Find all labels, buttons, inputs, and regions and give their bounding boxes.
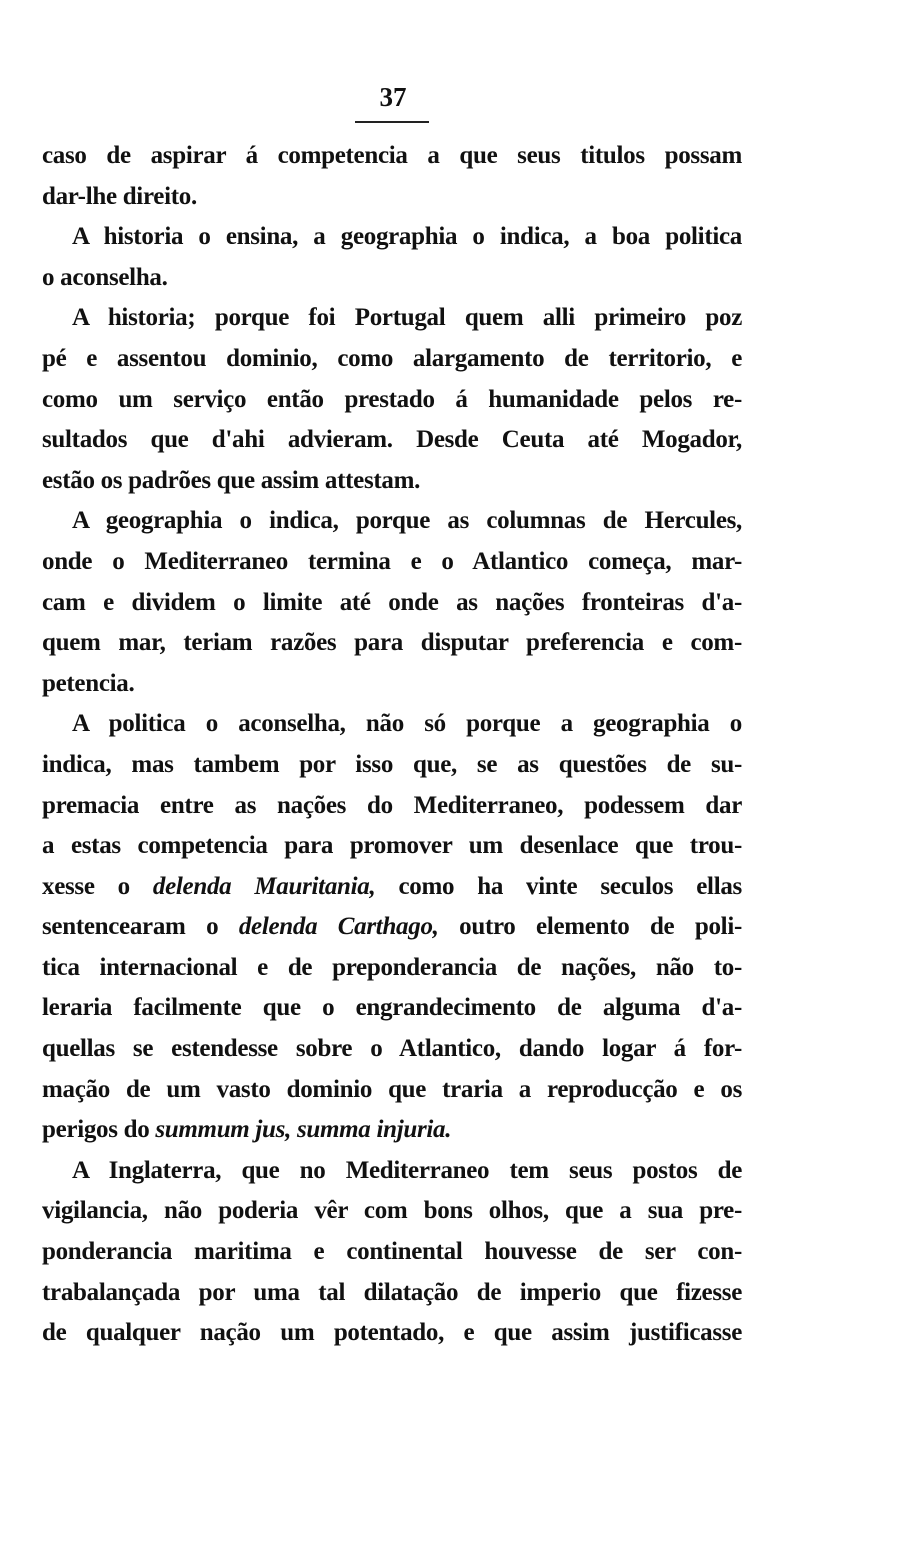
text-run: tica internacional e de preponderancia de nações, não to- [42,953,742,981]
text-run: A geographia o indica, porque as columnas de Hercules, [72,507,742,535]
text-line [42,258,742,299]
text-line [42,1110,742,1151]
text-line [42,907,742,948]
text-line [42,786,742,827]
body-text [42,136,742,1354]
text-line [42,217,742,258]
paragraph [42,298,742,501]
paragraph [42,1151,742,1354]
text-line [42,1232,742,1273]
text-line [42,542,742,583]
text-run: o aconselha. [42,263,168,291]
text-run: como ha vinte seculos ellas [375,872,742,900]
text-run: leraria facilmente que o engrandecimento de alguma d'a- [42,994,742,1022]
text-run: estão os padrões que assim attestam. [42,466,421,494]
text-line [42,988,742,1029]
text-line [42,664,742,705]
text-run: vigilancia, não poderia vêr com bons olhos, que a sua pre- [42,1197,742,1225]
text-line [42,1191,742,1232]
text-line [42,501,742,542]
text-line [42,177,742,218]
text-run: A politica o aconselha, não só porque a geographia o [72,710,742,738]
text-run: mação de um vasto dominio que traria a reproducção e os [42,1075,742,1103]
text-line [42,420,742,461]
italic-text: delenda Carthago, [238,913,439,941]
text-run: sentencearam o [42,913,239,941]
text-run: onde o Mediterraneo termina e o Atlantico começa, mar- [42,547,742,575]
text-run: pé e assentou dominio, como alargamento de territorio, e [42,344,742,372]
text-line [42,583,742,624]
paragraph [42,217,742,298]
text-run: de qualquer nação um potentado, e que assim justificasse [42,1319,742,1347]
text-line [42,1029,742,1070]
text-line [42,1070,742,1111]
text-line [42,867,742,908]
text-line [42,1313,742,1354]
text-line [42,380,742,421]
text-line [42,461,742,502]
italic-text: summum jus, summa injuria. [155,1116,452,1144]
text-run: A historia o ensina, a geographia o indica, a boa politica [72,223,742,251]
text-run: trabalançada por uma tal dilatação de imperio que fizesse [42,1278,742,1306]
text-line [42,826,742,867]
text-line [42,623,742,664]
paragraph [42,501,742,704]
text-line [42,704,742,745]
text-run: xesse o [42,872,153,900]
text-run: petencia. [42,669,135,697]
text-run: premacia entre as nações do Mediterraneo, podessem dar [42,791,742,819]
text-run: ponderancia maritima e continental houvesse de ser con- [42,1238,742,1266]
text-run: como um serviço então prestado á humanidade pelos re- [42,385,742,413]
text-run: quellas se estendesse sobre o Atlantico, dando logar á for- [42,1035,742,1063]
page-number-rule [355,121,429,123]
text-run: A historia; porque foi Portugal quem alli primeiro poz [72,304,742,332]
text-line [42,745,742,786]
text-run: sultados que d'ahi advieram. Desde Ceuta até Mogador, [42,426,742,454]
italic-text: delenda Mauritania, [152,872,376,900]
text-run: A Inglaterra, que no Mediterraneo tem seus postos de [72,1156,742,1184]
text-run: caso de aspirar á competencia a que seus titulos possam [42,142,742,169]
page-number: 37 [379,82,407,112]
text-run: outro elemento de poli- [438,913,742,941]
text-line [42,1151,742,1192]
text-run: indica, mas tambem por isso que, se as questões de su- [42,750,742,778]
text-run: perigos do [42,1116,156,1144]
text-line [42,298,742,339]
paragraph [42,136,742,217]
paragraph [42,704,742,1151]
text-line [42,339,742,380]
text-run: quem mar, teriam razões para disputar preferencia e com- [42,629,742,657]
text-run: cam e dividem o limite até onde as nações fronteiras d'a- [42,588,742,616]
text-run: dar-lhe direito. [42,182,197,210]
text-run: a estas competencia para promover um desenlace que trou- [42,832,742,860]
text-line [42,948,742,989]
text-line [42,1273,742,1314]
text-line [42,136,742,177]
